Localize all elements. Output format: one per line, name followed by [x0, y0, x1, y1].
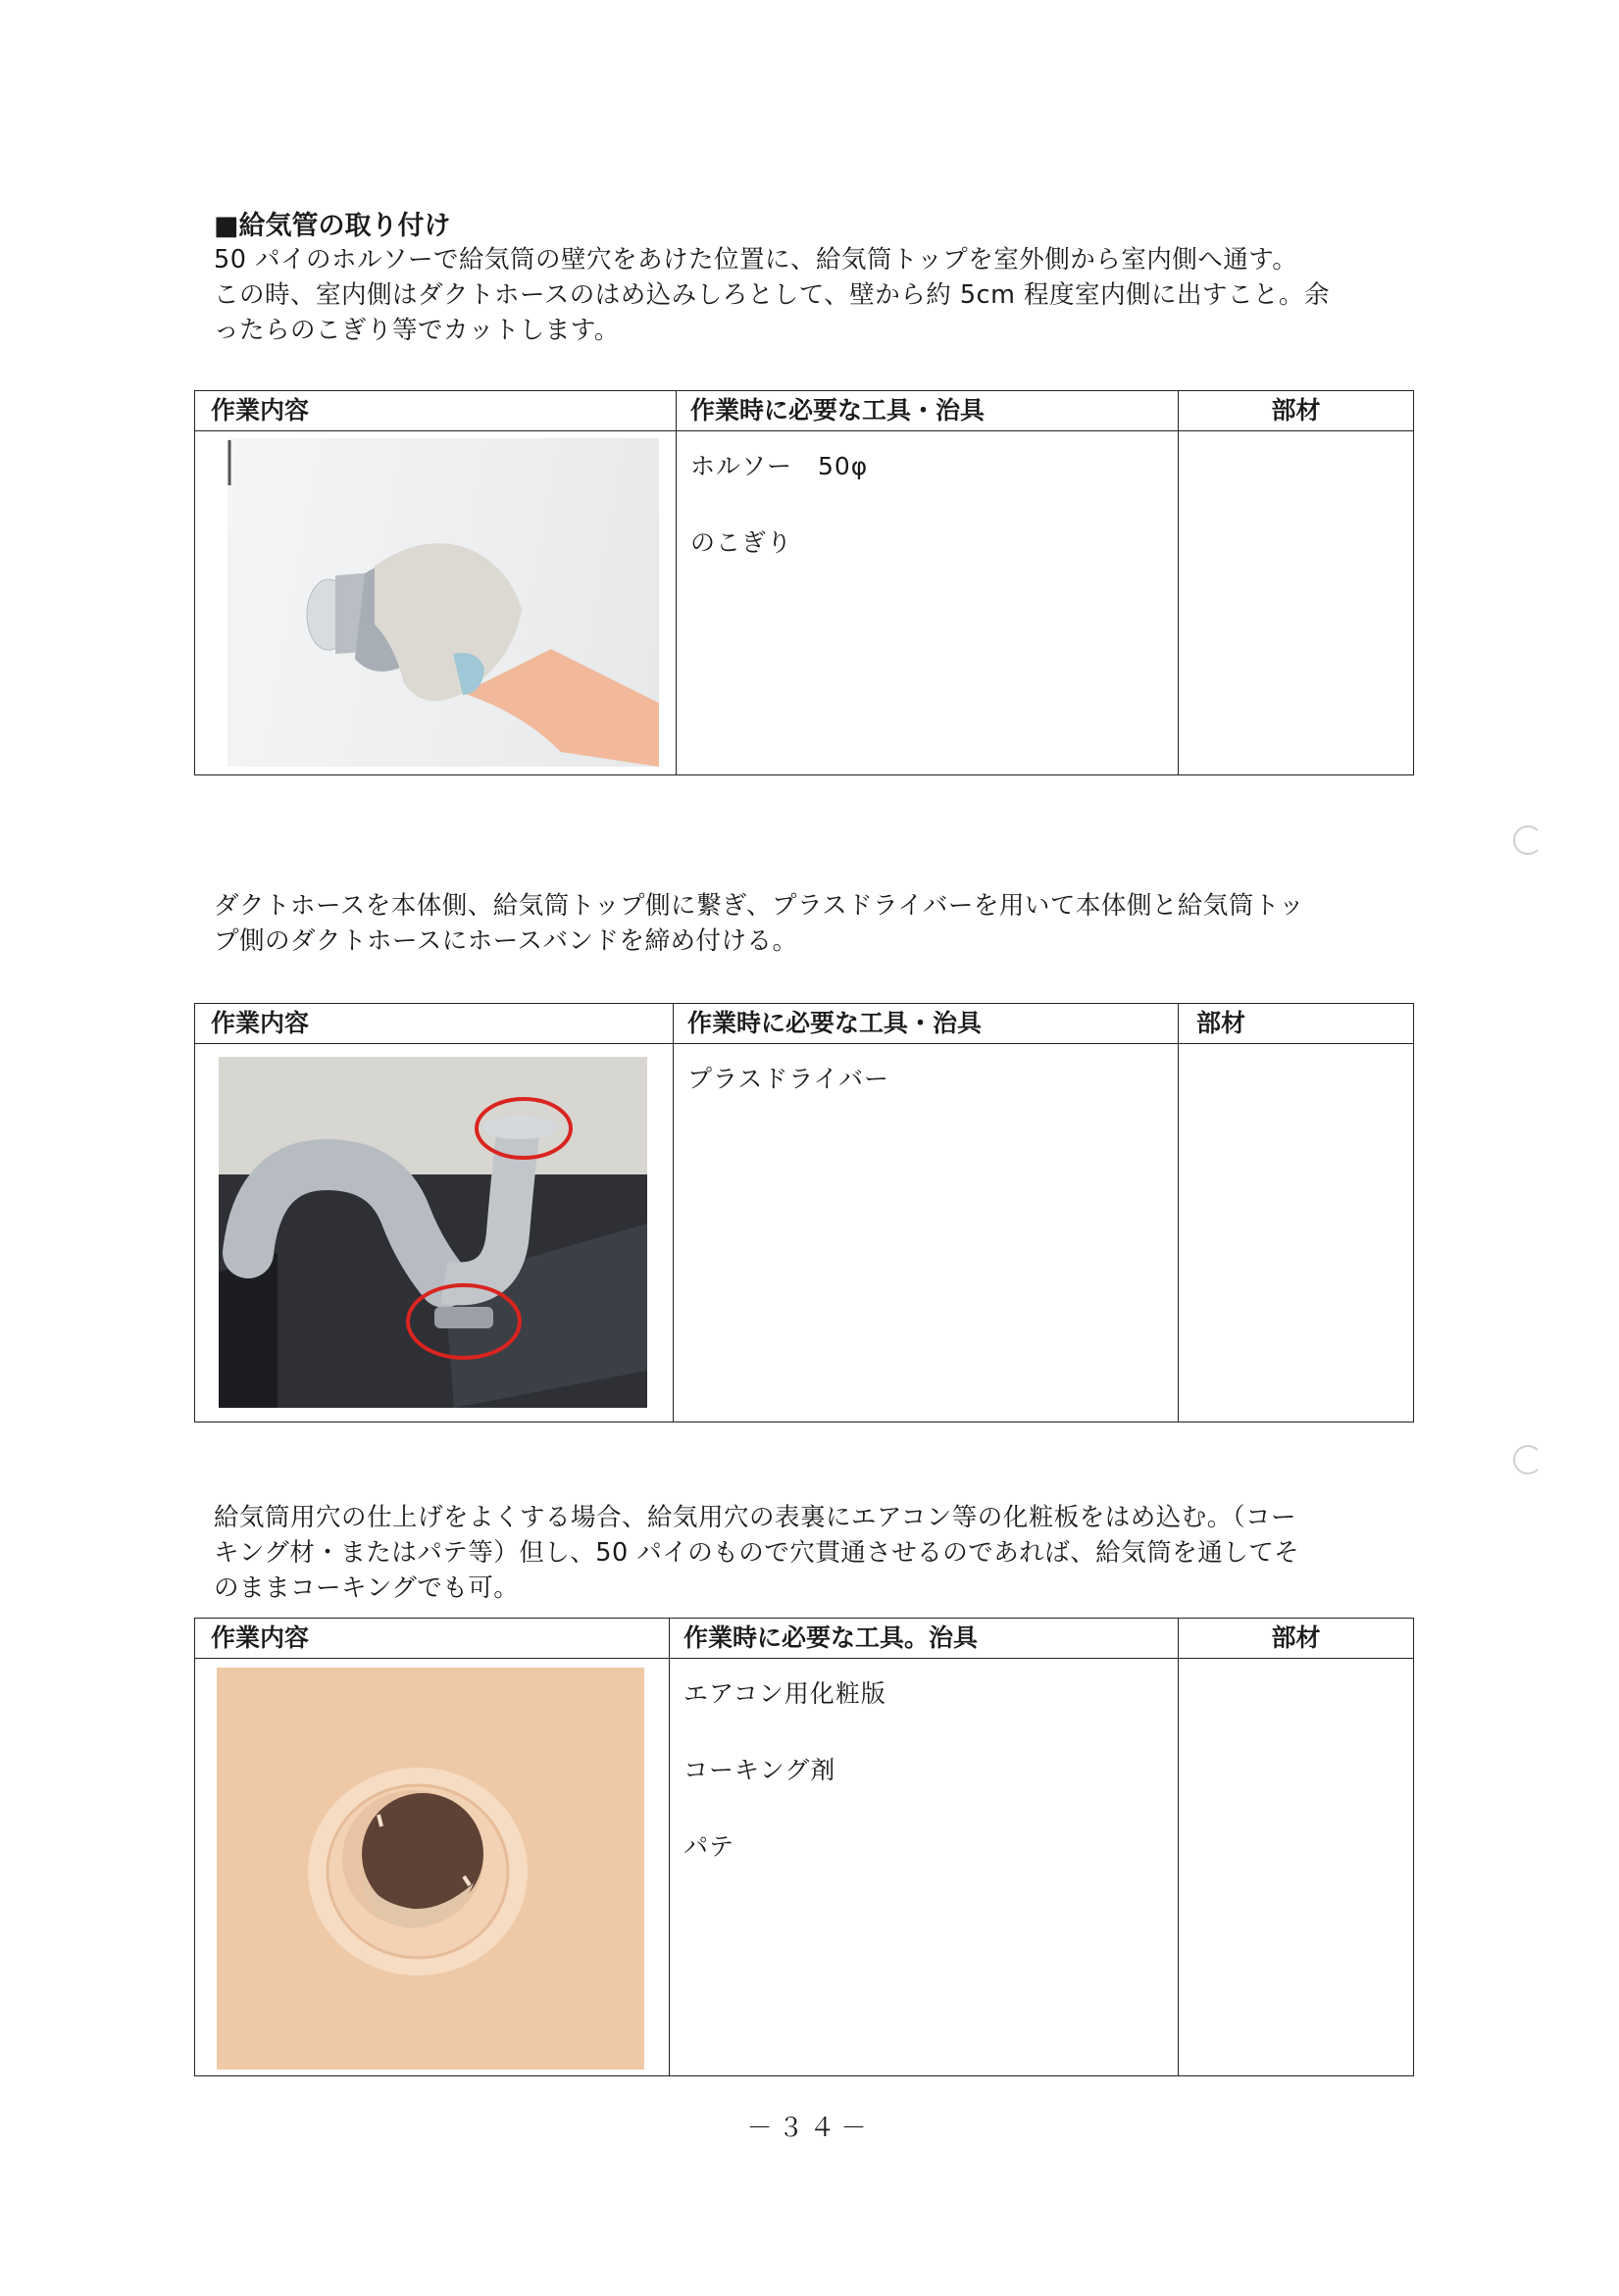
- tool-item: プラスドライバー: [687, 1065, 890, 1093]
- step3-line: キング材・またはパテ等）但し、50 パイのもので穴貫通させるのであれば、給気筒を通してそ: [214, 1538, 1300, 1568]
- tools-cell: [677, 431, 1179, 775]
- step3-line: 給気筒用穴の仕上げをよくする場合、給気用穴の表裏にエアコン等の化粧板をはめ込む。（コー: [214, 1503, 1296, 1532]
- section-heading: ■給気管の取り付け: [214, 211, 451, 241]
- header-tools: 作業時に必要な工具・治具: [674, 1004, 1179, 1044]
- materials-cell: [1179, 1659, 1414, 2076]
- step3-paragraph: [214, 1500, 1299, 1606]
- tool-item: ホルソー 50φ: [690, 452, 869, 480]
- work-table-2: [194, 1003, 1414, 1423]
- photo-cell: [195, 431, 677, 775]
- step2-line: プ側のダクトホースにホースバンドを締め付ける。: [214, 926, 798, 956]
- header-work-content: 作業内容: [195, 1004, 674, 1044]
- step3-line: のままコーキングでも可。: [214, 1573, 520, 1603]
- punch-hole-mark: [1513, 825, 1543, 855]
- step2-paragraph: [214, 888, 1304, 959]
- punch-hole-mark: [1513, 1445, 1543, 1474]
- tool-item: パテ: [683, 1832, 735, 1861]
- page-number: －３４－: [746, 2114, 873, 2143]
- header-work-content: 作業内容: [195, 1619, 670, 1659]
- step2-line: ダクトホースを本体側、給気筒トップ側に繋ぎ、プラスドライバーを用いて本体側と給気筒トッ: [214, 891, 1305, 921]
- photo-cell: [195, 1659, 670, 2076]
- materials-cell: [1179, 1044, 1414, 1423]
- tools-cell: [670, 1659, 1179, 2076]
- intro-line: この時、室内側はダクトホースのはめ込みしろとして、壁から約 5cm 程度室内側に出すこと。余: [214, 280, 1331, 310]
- header-materials: 部材: [1179, 1619, 1414, 1659]
- header-tools: 作業時に必要な工具・治具: [677, 391, 1179, 431]
- tool-item: エアコン用化粧版: [683, 1679, 886, 1708]
- tool-item: コーキング剤: [683, 1756, 836, 1784]
- header-work-content: 作業内容: [195, 391, 677, 431]
- materials-cell: [1179, 431, 1414, 775]
- tools-cell: [674, 1044, 1179, 1423]
- intro-line: ったらのこぎり等でカットします。: [214, 316, 620, 345]
- photo-cosmetic-plate: [217, 1668, 644, 2070]
- photo-cell: [195, 1044, 674, 1423]
- photo-holesaw-pipe: [228, 438, 659, 767]
- header-materials: 部材: [1179, 391, 1414, 431]
- tool-item: のこぎり: [690, 528, 793, 557]
- header-materials: 部材: [1179, 1004, 1414, 1044]
- header-tools: 作業時に必要な工具。治具: [670, 1619, 1179, 1659]
- work-table-1: [194, 390, 1414, 775]
- intro-line: 50 パイのホルソーで給気筒の壁穴をあけた位置に、給気筒トップを室外側から室内側へ通す。: [214, 245, 1298, 275]
- work-table-3: [194, 1618, 1414, 2076]
- intro-paragraph: [214, 242, 1330, 348]
- photo-duct-hose: [219, 1057, 647, 1408]
